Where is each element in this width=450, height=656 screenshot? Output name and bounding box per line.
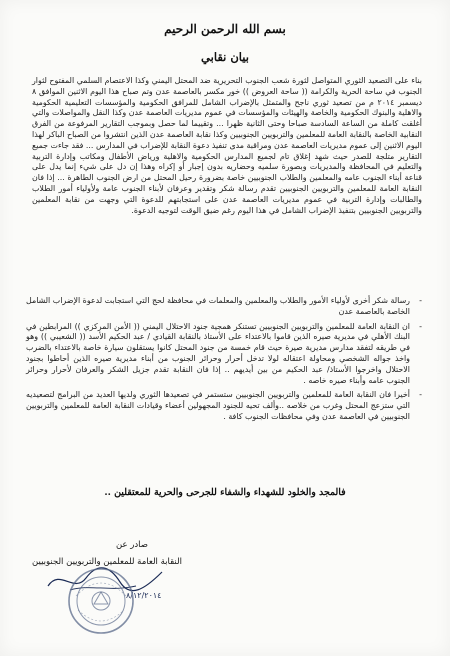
issued-by-label: صادر عن <box>116 540 148 550</box>
bullet-item <box>26 296 422 318</box>
signature-date: ٨/١٢/٢٠١٤ <box>126 591 162 600</box>
bullet-text: أخيرا فان النقابة العامة للمعلمين والتربويين الجنوبيين ستستمر في تصعيدها الثوري ولديها العديد من البرامج لتصعيديه التي ستزعج المحتل وغرب من خلاصه ..وألف تحيه للجنود المجهولين أعضاء وقيادات النقابة العامة للمعلمين والتربويين الجنوبيين في العاصمة عدن وفي محافظات الجنوب كافة . <box>26 390 410 421</box>
bullet-list <box>26 296 422 427</box>
statement-title: بيان نقابي <box>201 50 249 64</box>
bullet-icon: - <box>419 321 422 331</box>
basmala-heading: بسم الله الرحمن الرحيم <box>164 22 286 36</box>
bullet-text: ان النقابة العامة للمعلمين والتربويين الجنوبيين تستنكر همجية جنود الاحتلال اليمني (( الأمن المركزي )) المرابطين في البنك الأهلي في مديرية صيره الذين قاموا بالاعتداء على الأستاذ بالنقابة القيادي / عبد الحكيم الأسد (( الشعيبي )) وهو في طريقه لتفقد مدارس مديرية صيرة حيث قام خمسة من جنود المحتل كانوا يستقلون سيارة خاصة بالاعتداء بالضرب واخذ جواله الشخصي ومحاولة اعتقاله لولا تدخل أحرار وحرائر الجنوب من أبناء مديرية صيره الذين أحاطوا بجنود الاحتلال واخرجوا الأستاذ/ عبد الحكيم من بين أيديهم .. إذا فان النقابة تقدم جزيل الشكر والعرفان لأحرار وحرائر الجنوب عامه وأبناء صيره خاصه . <box>26 321 410 385</box>
bullet-item <box>26 390 422 422</box>
official-stamp <box>66 566 136 636</box>
bullet-icon: - <box>419 296 422 305</box>
bullet-text: رسالة شكر أخرى لأولياء الأمور والطلاب والمعلمين والمعلمات في محافظة لحج التي استجابت لدعوة الإضراب الشامل الخاصة بالعاصمة عدن <box>26 296 410 316</box>
closing-slogan: فالمجد والخلود للشهداء والشفاء للجرحى والحرية للمعتقلين .. <box>104 487 346 498</box>
bullet-item <box>26 322 422 387</box>
intro-paragraph: بناء على التصعيد الثوري المتواصل لثورة شعب الجنوب التحريرية ضد المحتل اليمني وكذا الاعتصام السلمي المفتوح لثوار الجنوب في ساحة الحرية والكرامة (( ساحة العروض )) خور مكسر بالعاصمة عدن وتم صباح هذا اليوم الاثنين الموافق ٨ ديسمبر ٢٠١٤ م من تصعيد ثوري ناجح والمتمثل بالإضراب الشامل للمرافق الحكومية والمؤسسات التعليمية الحكومية والاهلية والبنوك الحكومية والخاصة والهيئات والمؤسسات في عموم مديريات العاصمة عدن وكذا النقل والمواصلات والتي أغلقت كاملة من الساعة السادسة صباحا وحتى الثانية ظهرا ... وتقييما لما حصل وبموجب التقارير المرفوعة من الفرق النقابية الخاصة بالنقابة العامة للمعلمين والتربويين الجنوبيين وكذا نقابة العاصمة عدن الذين انتشروا من الصباح الباكر لهذا اليوم الاثنين إلى عموم مديريات العاصمة عدن ومراقبة مدى تنفيذ دعوة النقابة للإضراب في المدارس ... فقد جاءت جميع التقارير متلجة للصدر حيث شهد إغلاق تام لجميع المدارس الحكومية والاهلية ورياض الأطفال ومكاتب وإدارة التربية والتعليم في المحافظة والمديريات وبصورة سلميه وحضاريه بدون إجبار أو إكراه وهذا إن دل على شيء إنما يدل على قناعة أبناء الجنوب عامه والمعلمين والطلاب الجنوبيين خاصة بضرورة رحيل المحتل من ارض الجنوب الطاهرة ... إذا فان النقابة العامة للمعلمين والتربويين الجنوبيين تقدم رسالة شكر وتقدير وعرفان لأبناء الجنوب عامة ولأولياء أمور الطلاب والطالبات وإدارة التربية في عموم مديريات العاصمة عدن على استجابتهم للدعوة التي وجهت من نقابة المعلمين والتربويين الجنوبيين بتنفيذ الإضراب الشامل في هذا اليوم رغم ضيق الوقت لتوجيه الدعوة. <box>32 76 422 215</box>
bullet-icon: - <box>419 390 422 400</box>
signer-name: النقابة العامة للمعلمين والتربويين الجنوبيين <box>32 557 182 567</box>
